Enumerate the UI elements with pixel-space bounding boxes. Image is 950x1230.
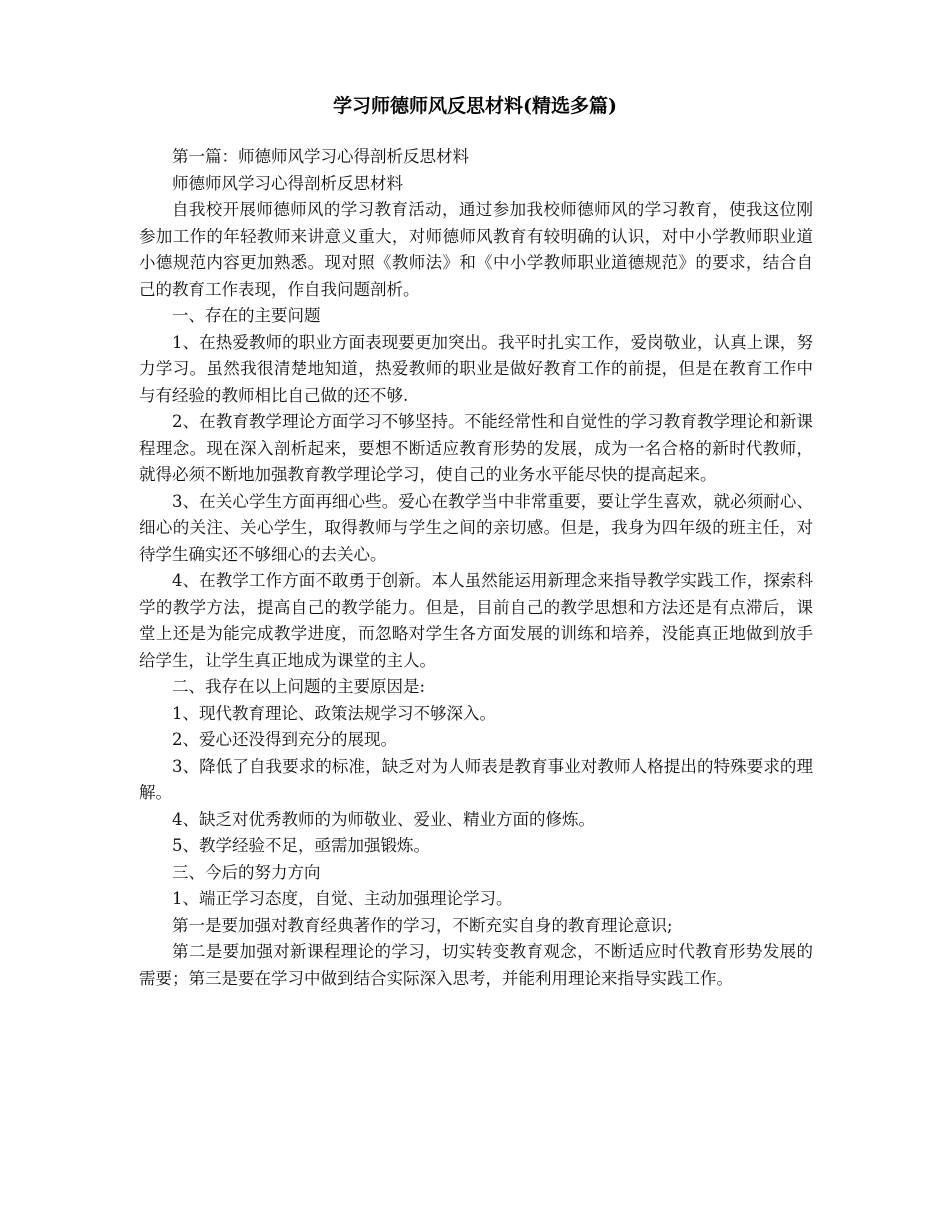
- section-heading: 一、存在的主要问题: [172, 306, 321, 325]
- list-item: 5、教学经验不足，亟需加强锻炼。: [172, 836, 430, 855]
- body-paragraph: 1、在热爱教师的职业方面表现要更加突出。我平时扎实工作，爱岗敬业，认真上课，努力学习。虽然我很清楚地知道，热爱教师的职业是做好教育工作的前提，但是在教育工作中与有经验的教师相比自己做的还不够.: [139, 332, 813, 405]
- subtitle-paragraph: 第一篇：师德师风学习心得剖析反思材料: [172, 147, 469, 166]
- document-title: 学习师德师风反思材料(精选多篇): [333, 95, 617, 117]
- body-paragraph: 第二是要加强对新课程理论的学习，切实转变教育观念，不断适应时代教育形势发展的需要；第三是要在学习中做到结合实际深入思考，并能利用理论来指导实践工作。: [139, 942, 813, 988]
- document-body: [139, 144, 813, 992]
- body-paragraph: 3、在关心学生方面再细心些。爱心在教学当中非常重要，要让学生喜欢，就必须耐心、细心的关注、关心学生，取得教师与学生之间的亲切感。但是，我身为四年级的班主任，对待学生确实还不够细心的去关心。: [139, 491, 813, 564]
- list-item: 4、缺乏对优秀教师的为师敬业、爱业、精业方面的修炼。: [172, 809, 595, 829]
- body-paragraph: 2、在教育教学理论方面学习不够坚持。不能经常性和自觉性的学习教育教学理论和新课程理念。现在深入剖析起来，要想不断适应教育形势的发展，成为一名合格的新时代教师，就得必须不断地加强教育教学理论学习，使自己的业务水平能尽快的提高起来。: [139, 412, 813, 484]
- body-paragraph: 4、在教学工作方面不敢勇于创新。本人虽然能运用新理念来指导教学实践工作，探索科学的教学方法，提高自己的教学能力。但是，目前自己的教学思想和方法还是有点滞后，课堂上还是为能完成教学进度，而忽略对学生各方面发展的训练和培养，没能真正地做到放手给学生，让学生真正地成为课堂的主人。: [139, 571, 813, 670]
- list-item: 1、端正学习态度，自觉、主动加强理论学习。: [172, 889, 513, 908]
- list-item: 1、现代教育理论、政策法规学习不够深入。: [172, 703, 496, 723]
- body-paragraph: 第一是要加强对教育经典著作的学习，不断充实自身的教育理论意识;: [172, 915, 673, 935]
- section-heading: 三、今后的努力方向: [172, 862, 321, 882]
- list-item: 2、爱心还没得到充分的展现。: [172, 730, 397, 749]
- section-heading: 师德师风学习心得剖析反思材料: [172, 173, 403, 193]
- section-heading: 二、我存在以上问题的主要原因是:: [172, 677, 426, 696]
- list-item: 3、降低了自我要求的标准，缺乏对为人师表是教育事业对教师人格提出的特殊要求的理解。: [139, 756, 813, 802]
- body-paragraph: 自我校开展师德师风的学习教育活动，通过参加我校师德师风的学习教育，使我这位刚参加工作的年轻教师来讲意义重大，对师德师风教育有较明确的认识，对中小学教师职业道小德规范内容更加熟悉。现对照《教师法》和《中小学教师职业道德规范》的要求，结合自己的教育工作表现，作自我问题剖析。: [139, 200, 813, 299]
